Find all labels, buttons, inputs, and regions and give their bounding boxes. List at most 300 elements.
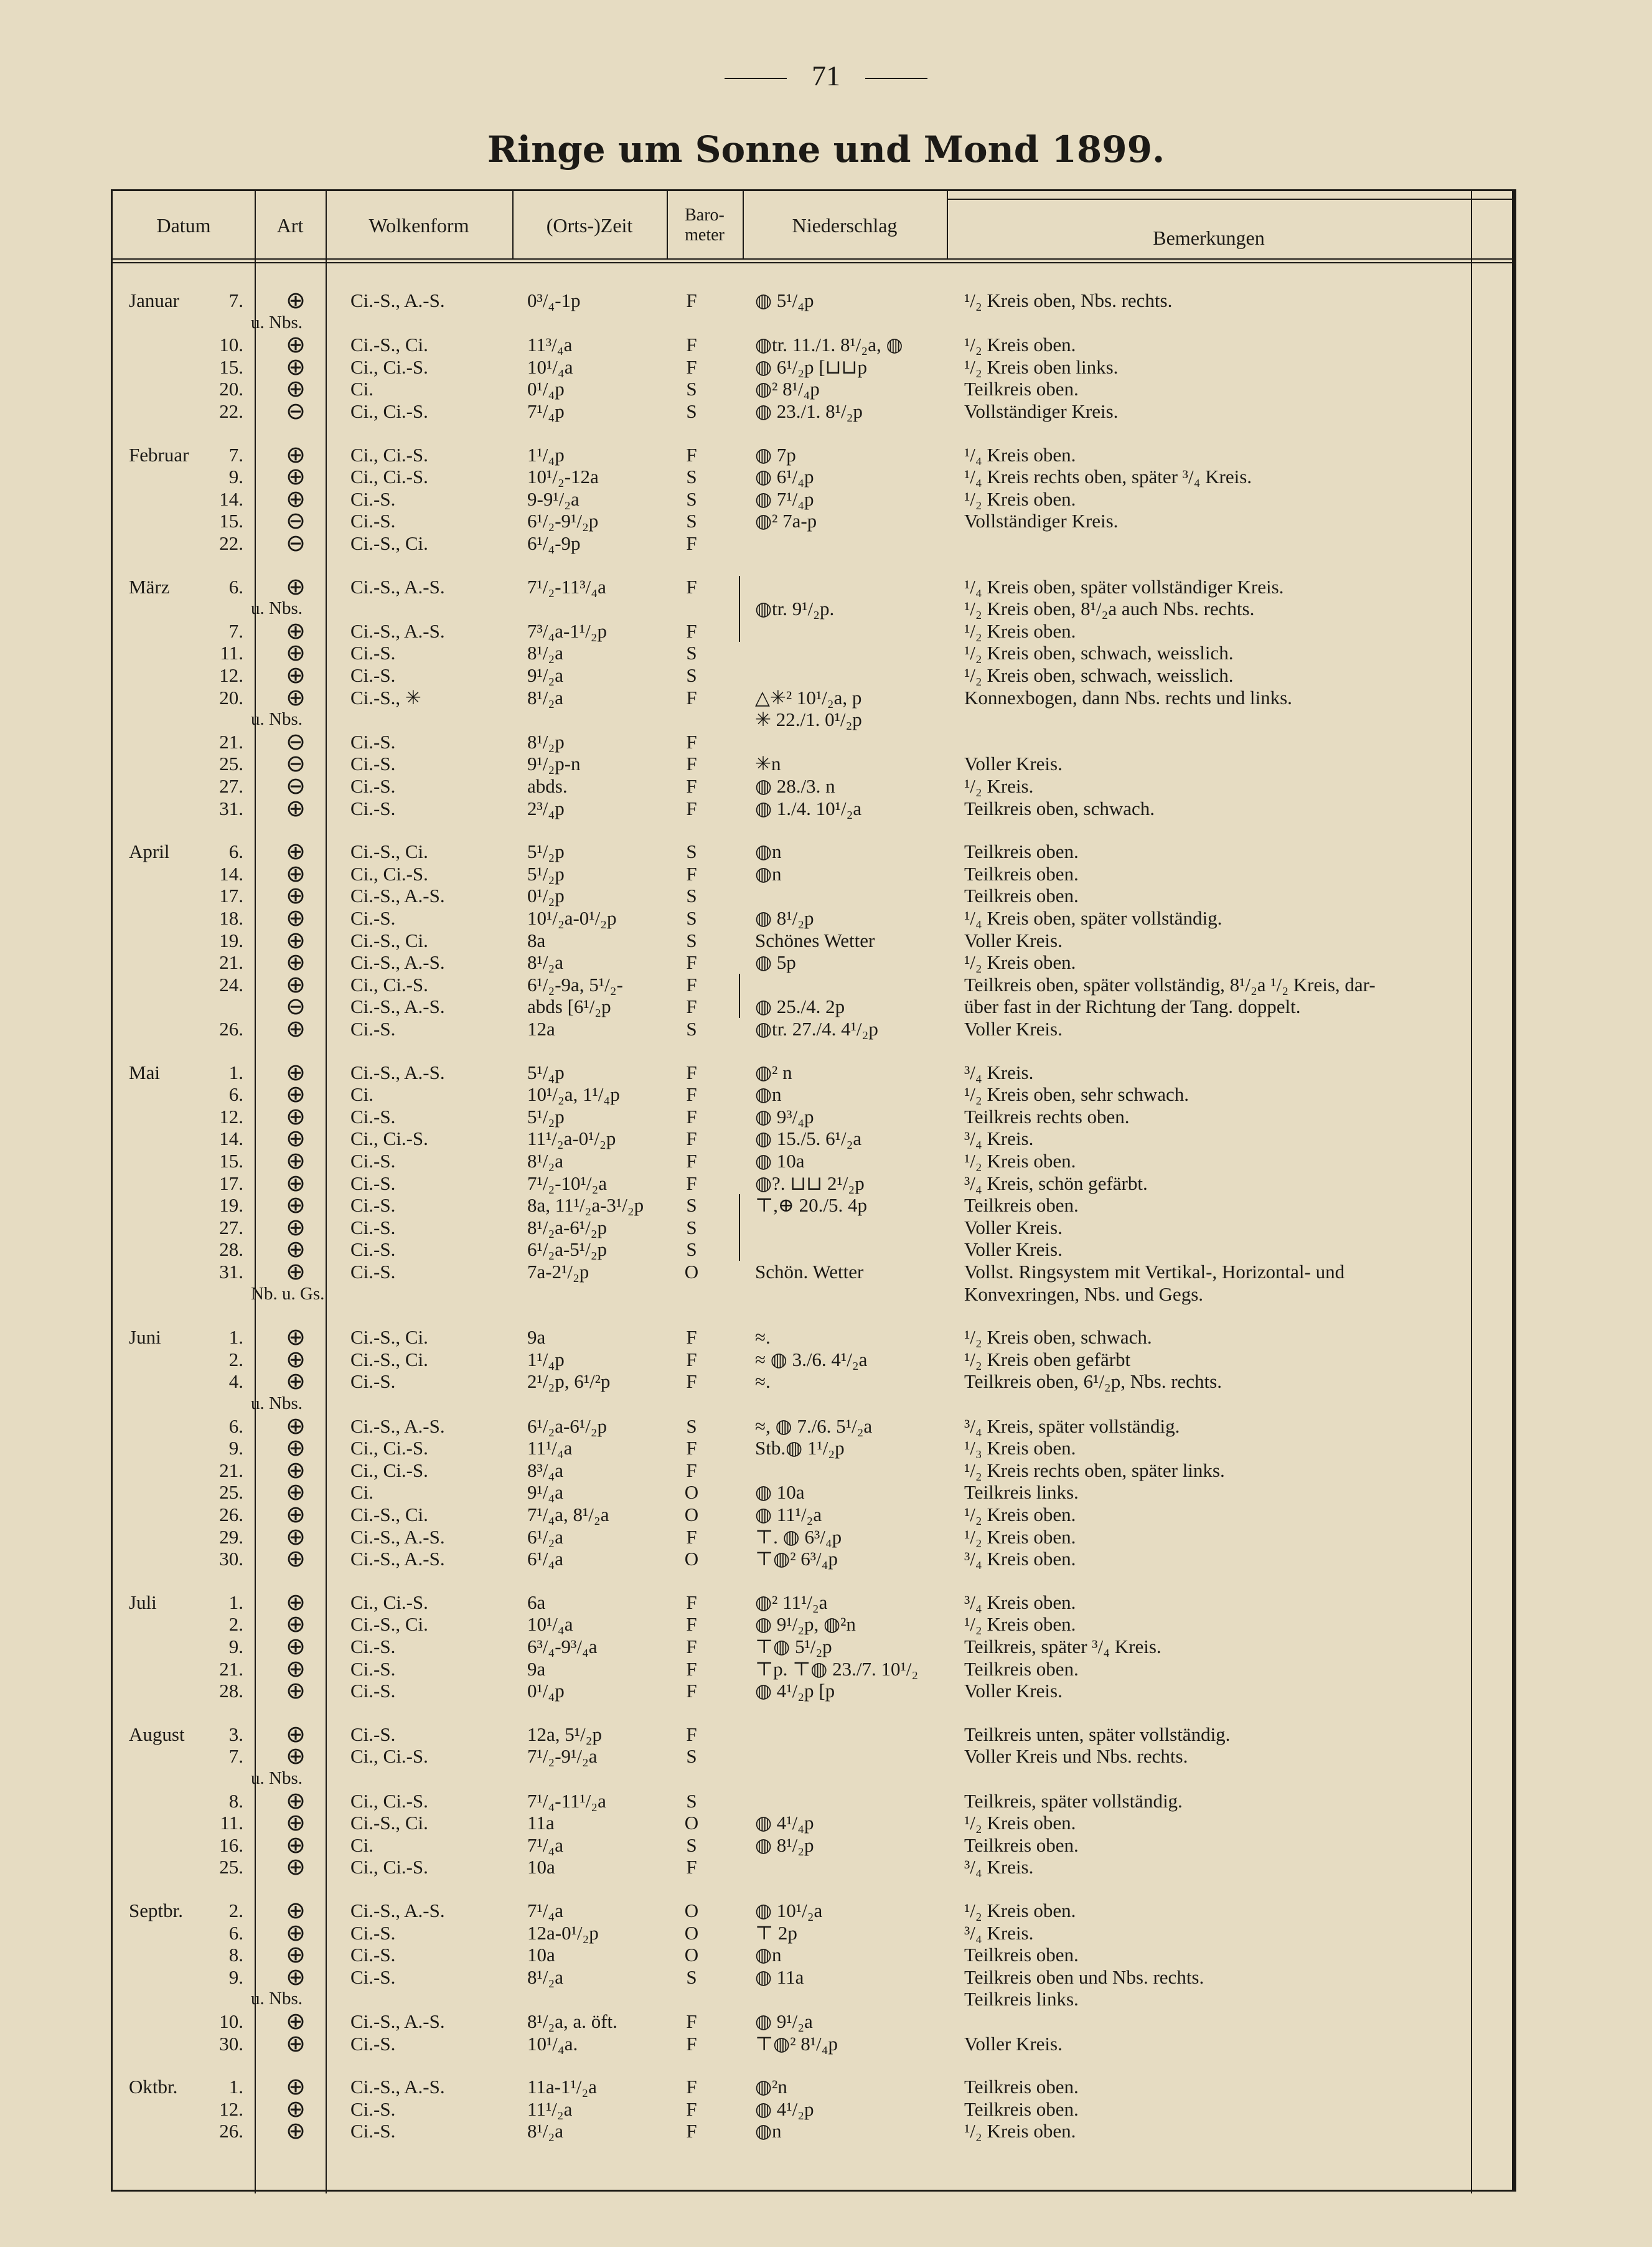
zeit-cell: 5¹/₄p — [527, 1061, 565, 1083]
art-symbol: ⊕ — [286, 1941, 306, 1969]
art-symbol: ⊕ — [286, 2073, 306, 2101]
zeit-cell: 9a — [527, 1657, 546, 1680]
month-cell: Februar — [129, 443, 189, 466]
table-row — [113, 1918, 1470, 1946]
art-symbol: ⊕ — [286, 837, 306, 865]
art-symbol: ⊕ — [286, 1654, 306, 1682]
bemerkungen-cell: Vollständiger Kreis. — [964, 400, 1119, 422]
wolkenform-cell: Ci.-S., A.-S. — [350, 290, 445, 311]
bemerkungen-cell: ¹/₂ Kreis oben links. — [964, 356, 1119, 378]
barometer-cell: F — [686, 443, 697, 466]
art-symbol: ⊕ — [286, 1258, 306, 1285]
niederschlag-cell: ≈. — [755, 1326, 771, 1349]
barometer-cell: F — [686, 1856, 697, 1878]
day-cell: 8. — [228, 1944, 243, 1966]
art-symbol: ⊕ — [286, 1809, 306, 1837]
table-row — [113, 1191, 1470, 1219]
barometer-cell: F — [686, 1525, 697, 1548]
table-row — [113, 397, 1470, 425]
wolkenform-cell: Ci.-S., Ci. — [350, 841, 428, 863]
art-symbol: ⊕ — [286, 2094, 306, 2122]
table-row — [113, 1058, 1470, 1086]
bemerkungen-cell: Teilkreis rechts oben. — [964, 1105, 1130, 1128]
bemerkungen-cell: ¹/₂ Kreis oben, schwach. — [964, 1326, 1152, 1349]
art-symbol: ⊕ — [286, 794, 306, 822]
zeit-cell: 8¹/₂a — [527, 951, 563, 974]
art-note: u. Nbs. — [251, 709, 303, 730]
bemerkungen-cell: Teilkreis oben, schwach. — [964, 797, 1155, 819]
art-symbol: ⊕ — [286, 1610, 306, 1638]
barometer-cell: S — [686, 1745, 697, 1768]
table-row — [113, 727, 1470, 755]
barometer-cell: F — [686, 1636, 697, 1657]
art-symbol: ⊕ — [286, 683, 306, 711]
table-row — [113, 529, 1470, 557]
niederschlag-cell: ≈ ◍ 3./6. 4¹/₂a — [755, 1348, 868, 1370]
bemerkungen-cell: Voller Kreis. — [964, 1238, 1063, 1261]
bemerkungen-cell: ³/₄ Kreis, schön gefärbt. — [964, 1172, 1148, 1194]
table-row — [113, 2094, 1470, 2122]
day-cell: 31. — [219, 797, 243, 819]
bemerkungen-cell: ¹/₂ Kreis oben, sehr schwach. — [964, 1083, 1189, 1106]
day-cell: 27. — [219, 1216, 243, 1238]
barometer-cell: O — [684, 1548, 699, 1570]
bemerkungen-cell: ¹/₂ Kreis oben. — [964, 334, 1076, 356]
zeit-cell: 11³/₄a — [527, 334, 573, 356]
wolkenform-cell: Ci.-S. — [350, 488, 396, 510]
header-art: Art — [276, 214, 304, 237]
art-symbol: ⊕ — [286, 1962, 306, 1990]
table-row — [113, 1367, 1470, 1395]
bemerkungen-cell: ¹/₂ Kreis rechts oben, später links. — [964, 1459, 1225, 1481]
niederschlag-cell: ◍ 8¹/₂p — [755, 1834, 814, 1856]
bemerkungen-cell: ¹/₂ Kreis oben. — [964, 1150, 1076, 1172]
niederschlag-cell: ◍² 8¹/₄p — [755, 378, 820, 400]
divider-right-inner — [1471, 191, 1472, 2193]
barometer-cell: S — [686, 907, 697, 929]
niederschlag-cell: ◍ 4¹/₂p [p — [755, 1680, 835, 1702]
day-cell: 11. — [220, 642, 243, 664]
bemerkungen-cell: ¹/₂ Kreis oben, Nbs. rechts. — [964, 290, 1173, 311]
barometer-cell: F — [686, 2032, 697, 2055]
day-cell: 15. — [219, 510, 243, 532]
zeit-cell: 12a-0¹/₂p — [527, 1921, 599, 1944]
zeit-cell: 5¹/₂p — [527, 1105, 565, 1128]
day-cell: 17. — [219, 1172, 243, 1194]
zeit-cell: 5¹/₂p — [527, 841, 565, 863]
wolkenform-cell: Ci.-S. — [350, 1172, 396, 1194]
art-symbol: ⊕ — [286, 2007, 306, 2035]
table-row — [113, 352, 1470, 380]
bemerkungen-cell: Teilkreis, später vollständig. — [964, 1789, 1183, 1812]
wolkenform-cell: Ci.-S. — [350, 1657, 396, 1680]
bemerkungen-cell: ³/₄ Kreis oben. — [964, 1548, 1076, 1570]
table-row — [113, 463, 1470, 491]
header-wolkenform: Wolkenform — [368, 214, 469, 237]
niederschlag-cell: ⊤. ◍ 6³/₄p — [755, 1525, 842, 1548]
barometer-cell: F — [686, 1128, 697, 1150]
niederschlag-cell: ◍n — [755, 1944, 782, 1966]
barometer-cell: F — [686, 1326, 697, 1349]
bemerkungen-cell: Teilkreis oben. — [964, 885, 1079, 907]
wolkenform-cell: Ci.-S., A.-S. — [350, 2076, 445, 2098]
zeit-cell: 8¹/₂a-6¹/₂p — [527, 1216, 608, 1238]
bemerkungen-cell: Voller Kreis. — [964, 1680, 1063, 1702]
art-symbol: ⊕ — [286, 1080, 306, 1108]
zeit-cell: 11¹/₄a — [527, 1437, 573, 1459]
barometer-cell: S — [686, 642, 697, 664]
barometer-cell: F — [686, 1459, 697, 1481]
zeit-cell: 6¹/₄-9p — [527, 532, 581, 554]
bemerkungen-cell: ¹/₂ Kreis oben. — [964, 2120, 1076, 2142]
wolkenform-cell: Ci.-S., A.-S. — [350, 575, 445, 598]
day-cell: 6. — [228, 1083, 243, 1106]
art-symbol: ⊖ — [286, 772, 306, 799]
art-symbol: ⊕ — [286, 1411, 306, 1439]
niederschlag-cell: ≈. — [755, 1370, 771, 1393]
day-cell: 2. — [228, 1900, 243, 1921]
table-row — [113, 992, 1470, 1020]
barometer-cell: F — [686, 1591, 697, 1613]
table-row — [113, 1853, 1470, 1881]
day-cell: 12. — [219, 1105, 243, 1128]
art-note: u. Nbs. — [251, 1989, 303, 2009]
bemerkungen-cell: ¹/₂ Kreis oben. — [964, 951, 1076, 974]
zeit-cell: 6¹/₂a-6¹/₂p — [527, 1415, 608, 1437]
wolkenform-cell: Ci.-S. — [350, 642, 396, 664]
table-row — [113, 484, 1470, 512]
art-symbol: ⊕ — [286, 1015, 306, 1042]
bemerkungen-cell: ¹/₂ Kreis oben. — [964, 1525, 1076, 1548]
bemerkungen-cell: ³/₄ Kreis. — [964, 1921, 1034, 1944]
art-symbol: ⊕ — [286, 1632, 306, 1660]
zeit-cell: 8¹/₂a, a. öft. — [527, 2010, 617, 2032]
day-cell: 9. — [228, 1966, 243, 1988]
art-symbol: ⊕ — [286, 440, 306, 468]
table-row — [113, 1393, 1470, 1415]
niederschlag-cell: ◍ 15./5. 6¹/₂a — [755, 1128, 862, 1150]
day-cell: 6. — [228, 575, 243, 598]
wolkenform-cell: Ci.-S. — [350, 1370, 396, 1393]
bemerkungen-cell: Voller Kreis und Nbs. rechts. — [964, 1745, 1188, 1768]
barometer-cell: F — [686, 1083, 697, 1106]
table-row — [113, 1742, 1470, 1770]
niederschlag-cell: ◍ 6¹/₂p [⊔⊔p — [755, 356, 868, 378]
barometer-cell: F — [686, 996, 697, 1018]
day-cell: 19. — [219, 1194, 243, 1217]
day-cell: 1. — [228, 1326, 243, 1349]
art-symbol: ⊕ — [286, 352, 306, 380]
table-row — [113, 1522, 1470, 1550]
art-note: Nb. u. Gs. — [251, 1283, 325, 1304]
wolkenform-cell: Ci., Ci.-S. — [350, 1745, 428, 1768]
barometer-cell: S — [686, 1834, 697, 1856]
wolkenform-cell: Ci.-S. — [350, 1966, 396, 1988]
barometer-cell: S — [686, 400, 697, 422]
day-cell: 11. — [220, 1812, 243, 1834]
day-cell: 9. — [228, 1636, 243, 1657]
niederschlag-cell: ◍ 9¹/₂p, ◍²n — [755, 1613, 856, 1636]
niederschlag-cell: ◍²n — [755, 2076, 787, 2098]
month-cell: Juni — [129, 1326, 161, 1349]
table-row — [113, 2073, 1470, 2101]
wolkenform-cell: Ci.-S., Ci. — [350, 1326, 428, 1349]
table-row — [113, 1632, 1470, 1660]
wolkenform-cell: Ci.-S., A.-S. — [350, 619, 445, 642]
art-symbol: ⊖ — [286, 727, 306, 755]
table-row — [113, 1786, 1470, 1814]
wolkenform-cell: Ci.-S., A.-S. — [350, 996, 445, 1018]
zeit-cell: 9¹/₄a — [527, 1481, 563, 1504]
day-cell: 9. — [228, 1437, 243, 1459]
zeit-cell: 1¹/₄p — [527, 1348, 565, 1370]
zeit-cell: 7a-2¹/₂p — [527, 1261, 589, 1283]
barometer-cell: F — [686, 1723, 697, 1745]
art-symbol: ⊕ — [286, 639, 306, 667]
bemerkungen-cell: ¹/₄ Kreis oben. — [964, 443, 1076, 466]
table-row — [113, 312, 1470, 334]
art-symbol: ⊕ — [286, 1124, 306, 1152]
table-row — [113, 1588, 1470, 1616]
zeit-cell: 9¹/₂a — [527, 664, 563, 686]
zeit-cell: 10¹/₂a-0¹/₂p — [527, 907, 617, 929]
zeit-cell: 10¹/₄a. — [527, 2032, 578, 2055]
art-symbol: ⊕ — [286, 1191, 306, 1219]
barometer-cell: O — [684, 1900, 699, 1921]
zeit-cell: 8¹/₂a — [527, 686, 563, 709]
niederschlag-cell: Schön. Wetter — [755, 1261, 864, 1283]
header-bemerkungen: Bemerkungen — [1153, 227, 1265, 249]
zeit-cell: 7¹/₂-11³/₄a — [527, 575, 606, 598]
niederschlag-cell: ◍ 7¹/₄p — [755, 488, 814, 510]
table-row — [113, 1080, 1470, 1108]
table-row — [113, 1124, 1470, 1152]
day-cell: 29. — [219, 1525, 243, 1548]
niederschlag-cell: Schönes Wetter — [755, 929, 875, 951]
art-symbol: ⊖ — [286, 397, 306, 425]
barometer-cell: F — [686, 1348, 697, 1370]
table-row — [113, 1677, 1470, 1705]
wolkenform-cell: Ci., Ci.-S. — [350, 1128, 428, 1150]
barometer-cell: F — [686, 730, 697, 753]
zeit-cell: 10¹/₄a — [527, 1613, 573, 1636]
month-cell: April — [129, 841, 170, 863]
zeit-cell: 0³/₄-1p — [527, 290, 581, 311]
barometer-cell: S — [686, 1238, 697, 1261]
barometer-cell: O — [684, 1261, 699, 1283]
wolkenform-cell: Ci.-S., Ci. — [350, 1812, 428, 1834]
day-cell: 22. — [219, 400, 243, 422]
barometer-cell: F — [686, 619, 697, 642]
niederschlag-cell: ◍² 11¹/₂a — [755, 1591, 828, 1613]
day-cell: 9. — [228, 466, 243, 488]
niederschlag-cell: ◍ 1./4. 10¹/₂a — [755, 797, 862, 819]
bemerkungen-cell: Vollst. Ringsystem mit Vertikal-, Horizontal- und — [964, 1261, 1345, 1283]
day-cell: 24. — [219, 973, 243, 996]
niederschlag-cell: ◍ 6¹/₄p — [755, 466, 814, 488]
table-row — [113, 1478, 1470, 1506]
barometer-cell: F — [686, 1657, 697, 1680]
table-row — [113, 1015, 1470, 1042]
wolkenform-cell: Ci.-S., Ci. — [350, 1504, 428, 1525]
bemerkungen-cell: ¹/₃ Kreis oben. — [964, 1437, 1076, 1459]
table-row — [113, 1456, 1470, 1484]
wolkenform-cell: Ci., Ci.-S. — [350, 466, 428, 488]
niederschlag-cell: ◍n — [755, 1083, 782, 1106]
zeit-cell: 7¹/₂-9¹/₂a — [527, 1745, 598, 1768]
wolkenform-cell: Ci.-S. — [350, 907, 396, 929]
bemerkungen-cell: ¹/₄ Kreis oben, später vollständiger Kreis. — [964, 575, 1284, 598]
bemerkungen-cell: ¹/₂ Kreis oben gefärbt — [964, 1348, 1131, 1370]
barometer-cell: F — [686, 1061, 697, 1083]
art-symbol: ⊕ — [286, 2029, 306, 2057]
wolkenform-cell: Ci.-S. — [350, 1680, 396, 1702]
barometer-cell: S — [686, 1194, 697, 1217]
art-symbol: ⊕ — [286, 926, 306, 954]
wolkenform-cell: Ci.-S., A.-S. — [350, 1548, 445, 1570]
art-note: u. Nbs. — [251, 1768, 303, 1788]
table-row — [113, 1434, 1470, 1462]
barometer-cell: F — [686, 973, 697, 996]
art-note: u. Nbs. — [251, 598, 303, 619]
barometer-cell: F — [686, 775, 697, 797]
page-number-dash-right — [865, 78, 927, 79]
day-cell: 1. — [228, 2076, 243, 2098]
art-symbol: ⊕ — [286, 1147, 306, 1174]
table-row — [113, 859, 1470, 887]
day-cell: 21. — [219, 1657, 243, 1680]
bemerkungen-cell: Teilkreis oben. — [964, 1194, 1079, 1217]
day-cell: 20. — [219, 378, 243, 400]
barometer-cell: S — [686, 929, 697, 951]
niederschlag-cell: ◍tr. 27./4. 4¹/₂p — [755, 1018, 878, 1040]
table-row — [113, 1169, 1470, 1197]
day-cell: 7. — [228, 290, 243, 311]
table-row — [113, 1610, 1470, 1638]
month-cell: Mai — [129, 1061, 160, 1083]
niederschlag-cell: ✳ 22./1. 0¹/₂p — [755, 709, 862, 731]
day-cell: 18. — [219, 907, 243, 929]
zeit-cell: 6¹/₂-9¹/₂p — [527, 510, 599, 532]
niederschlag-cell: ◍ 9³/₄p — [755, 1105, 814, 1128]
niederschlag-cell: ◍ 4¹/₄p — [755, 1812, 814, 1834]
wolkenform-cell: Ci.-S., A.-S. — [350, 1900, 445, 1921]
day-cell: 8. — [228, 1789, 243, 1812]
zeit-cell: 6¹/₂a-5¹/₂p — [527, 1238, 608, 1261]
art-symbol: ⊕ — [286, 1102, 306, 1130]
zeit-cell: 10a — [527, 1944, 555, 1966]
barometer-cell: O — [684, 1504, 699, 1525]
niederschlag-cell: ◍ 5p — [755, 951, 796, 974]
month-cell: Oktbr. — [129, 2076, 178, 2098]
barometer-cell: S — [686, 510, 697, 532]
table-row — [113, 1411, 1470, 1439]
zeit-cell: 7¹/₄a, 8¹/₂a — [527, 1504, 609, 1525]
day-cell: 14. — [219, 1128, 243, 1150]
barometer-cell: F — [686, 1150, 697, 1172]
niederschlag-cell: ⊤p. ⊤◍ 23./7. 10¹/₂ — [755, 1657, 919, 1680]
zeit-cell: 8¹/₂a — [527, 642, 563, 664]
bemerkungen-cell: Voller Kreis. — [964, 929, 1063, 951]
zeit-cell: 10¹/₂a, 1¹/₄p — [527, 1083, 620, 1106]
wolkenform-cell: Ci.-S. — [350, 1216, 396, 1238]
wolkenform-cell: Ci.-S. — [350, 1018, 396, 1040]
barometer-cell: S — [686, 841, 697, 863]
table-row — [113, 1896, 1470, 1924]
bemerkungen-cell: Voller Kreis. — [964, 1216, 1063, 1238]
zeit-cell: 8³/₄a — [527, 1459, 563, 1481]
niederschlag-cell: ◍ 4¹/₂p — [755, 2098, 814, 2120]
table-row — [113, 1345, 1470, 1373]
zeit-cell: 2³/₄p — [527, 797, 565, 819]
wolkenform-cell: Ci., Ci.-S. — [350, 1437, 428, 1459]
zeit-cell: 7¹/₄a — [527, 1834, 563, 1856]
art-symbol: ⊕ — [286, 1235, 306, 1263]
zeit-cell: abds. — [527, 775, 568, 797]
table-row — [113, 1235, 1470, 1263]
day-cell: 28. — [219, 1680, 243, 1702]
day-cell: 10. — [219, 334, 243, 356]
niederschlag-cell: ⊤◍² 8¹/₄p — [755, 2032, 838, 2055]
bemerkungen-cell: ¹/₄ Kreis rechts oben, später ³/₄ Kreis. — [964, 466, 1252, 488]
niederschlag-cell: ◍ 10a — [755, 1150, 805, 1172]
barometer-cell: O — [684, 1944, 699, 1966]
art-symbol: ⊕ — [286, 1478, 306, 1506]
page-number — [0, 57, 1652, 95]
grouping-brace — [739, 974, 740, 1018]
niederschlag-cell: Stb.◍ 1¹/₂p — [755, 1437, 845, 1459]
zeit-cell: 0¹/₄p — [527, 1680, 565, 1702]
bemerkungen-cell: Vollständiger Kreis. — [964, 510, 1119, 532]
month-cell: März — [129, 575, 170, 598]
art-symbol: ⊖ — [286, 529, 306, 557]
wolkenform-cell: Ci.-S., Ci. — [350, 929, 428, 951]
zeit-cell: 2¹/₂p, 6¹/²p — [527, 1370, 611, 1393]
day-cell: 14. — [219, 488, 243, 510]
zeit-cell: 11a — [527, 1812, 555, 1834]
wolkenform-cell: Ci.-S. — [350, 1944, 396, 1966]
day-cell: 21. — [219, 1459, 243, 1481]
day-cell: 6. — [228, 1921, 243, 1944]
niederschlag-cell: ◍ 10a — [755, 1481, 805, 1504]
wolkenform-cell: Ci. — [350, 1834, 374, 1856]
barometer-cell: F — [686, 797, 697, 819]
zeit-cell: 11¹/₂a — [527, 2098, 573, 2120]
bemerkungen-cell: ¹/₂ Kreis oben, 8¹/₂a auch Nbs. rechts. — [964, 598, 1255, 620]
wolkenform-cell: Ci.-S. — [350, 664, 396, 686]
bemerkungen-cell: Teilkreis, später ³/₄ Kreis. — [964, 1636, 1162, 1657]
table-row — [113, 1500, 1470, 1528]
wolkenform-cell: Ci.-S. — [350, 753, 396, 775]
day-cell: 1. — [228, 1061, 243, 1083]
table-row — [113, 331, 1470, 359]
barometer-cell: F — [686, 753, 697, 775]
table-row — [113, 1654, 1470, 1682]
day-cell: 2. — [228, 1348, 243, 1370]
wolkenform-cell: Ci., Ci.-S. — [350, 443, 428, 466]
wolkenform-cell: Ci. — [350, 1083, 374, 1106]
bemerkungen-cell: Voller Kreis. — [964, 753, 1063, 775]
barometer-cell: F — [686, 2010, 697, 2032]
zeit-cell: 12a — [527, 1018, 555, 1040]
zeit-cell: 7³/₄a-1¹/₂p — [527, 619, 608, 642]
wolkenform-cell: Ci.-S., A.-S. — [350, 1061, 445, 1083]
niederschlag-cell: △✳² 10¹/₂a, p — [755, 686, 862, 709]
table-row — [113, 709, 1470, 730]
art-symbol: ⊕ — [286, 463, 306, 491]
bemerkungen-cell: Teilkreis oben. — [964, 2076, 1079, 2098]
art-symbol: ⊖ — [286, 750, 306, 778]
